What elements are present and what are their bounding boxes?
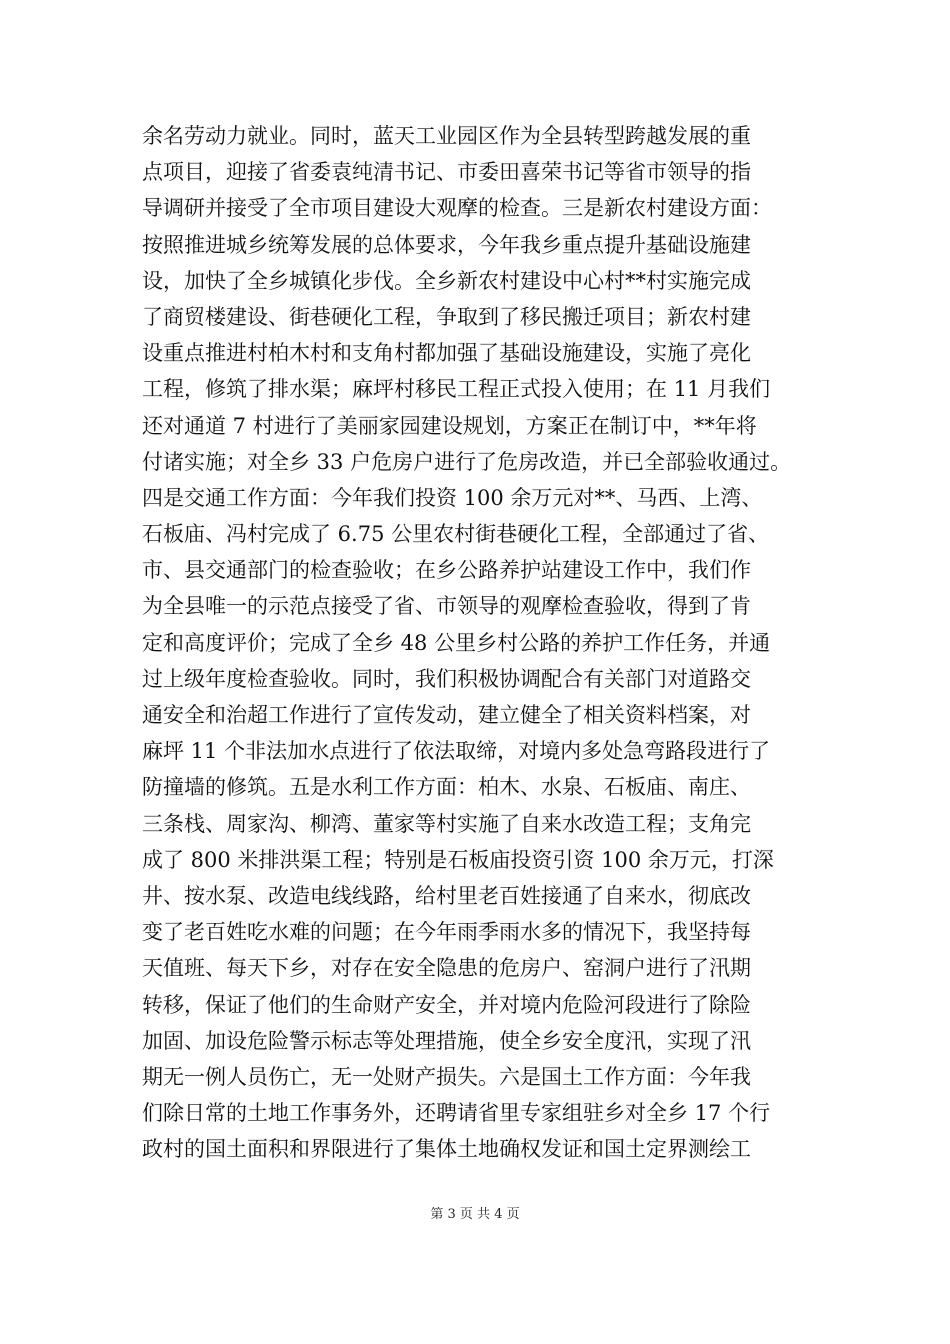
text-line-10: 付诸实施；对全乡 33 户危房户进行了危房改造，并已全部验收通过。 [142,449,792,474]
text-line-20: 三条栈、周家沟、柳湾、董家等村实施了自来水改造工程；支角完 [142,811,751,836]
text-line-27: 期无一例人员伤亡，无一处财产损失。六是国土工作方面：今年我 [142,1064,751,1089]
text-line-22: 井、按水泵、改造电线线路，给村里老百姓接通了自来水，彻底改 [142,883,751,908]
text-line-9: 还对通道 7 村进行了美丽家园建设规划，方案正在制订中，**年将 [142,413,757,438]
text-line-28: 们除日常的土地工作事务外，还聘请省里专家组驻乡对全乡 17 个行 [142,1101,771,1126]
text-line-7: 设重点推进村柏木村和支角村都加强了基础设施建设，实施了亮化 [142,341,751,366]
text-line-14: 为全县唯一的示范点接受了省、市领导的观摩检查验收，得到了肯 [142,594,751,619]
text-line-21: 成了 800 米排洪渠工程；特别是石板庙投资引资 100 余万元，打深 [142,847,774,872]
body-text [142,118,822,1167]
text-line-1: 余名劳动力就业。同时，蓝天工业园区作为全县转型跨越发展的重 [142,124,751,148]
text-line-8: 工程，修筑了排水渠；麻坪村移民工程正式投入使用；在 11 月我们 [142,377,771,402]
text-line-13: 市、县交通部门的检查验收；在乡公路养护站建设工作中，我们作 [142,558,751,583]
text-line-5: 设，加快了全乡城镇化步伐。全乡新农村建设中心村**村实施完成 [142,268,751,293]
text-line-6: 了商贸楼建设、街巷硬化工程，争取到了移民搬迁项目；新农村建 [142,304,751,329]
text-line-29: 政村的国土面积和界限进行了集体土地确权发证和国土定界测绘工 [142,1137,751,1162]
text-line-11: 四是交通工作方面：今年我们投资 100 余万元对**、马西、上湾、 [142,485,763,510]
text-line-25: 转移，保证了他们的生命财产安全，并对境内危险河段进行了除险 [142,992,751,1017]
text-line-12: 石板庙、冯村完成了 6.75 公里农村街巷硬化工程，全部通过了省、 [142,522,770,547]
text-line-26: 加固、加设危险警示标志等处理措施，使全乡安全度汛，实现了汛 [142,1028,751,1053]
text-line-15: 定和高度评价；完成了全乡 48 公里乡村公路的养护工作任务，并通 [142,630,771,655]
text-line-23: 变了老百姓吃水难的问题；在今年雨季雨水多的情况下，我坚持每 [142,920,751,945]
text-line-17: 通安全和治超工作进行了宣传发动，建立健全了相关资料档案，对 [142,703,751,727]
text-line-18: 麻坪 11 个非法加水点进行了依法取缔，对境内多处急弯路段进行了 [142,739,771,764]
text-line-4: 按照推进城乡统筹发展的总体要求，今年我乡重点提升基础设施建 [142,232,751,257]
text-line-24: 天值班、每天下乡，对存在安全隐患的危房户、窑洞户进行了汛期 [142,956,751,981]
text-line-2: 点项目，迎接了省委袁纯清书记、市委田喜荣书记等省市领导的指 [142,160,751,185]
text-line-3: 导调研并接受了全市项目建设大观摩的检查。三是新农村建设方面： [142,196,772,221]
text-line-16: 过上级年度检查验收。同时，我们积极协调配合有关部门对道路交 [142,666,751,691]
text-line-19: 防撞墙的修筑。五是水利工作方面：柏木、水泉、石板庙、南庄、 [142,775,751,800]
page-number-footer: 第 3 页 共 4 页 [430,1207,520,1222]
